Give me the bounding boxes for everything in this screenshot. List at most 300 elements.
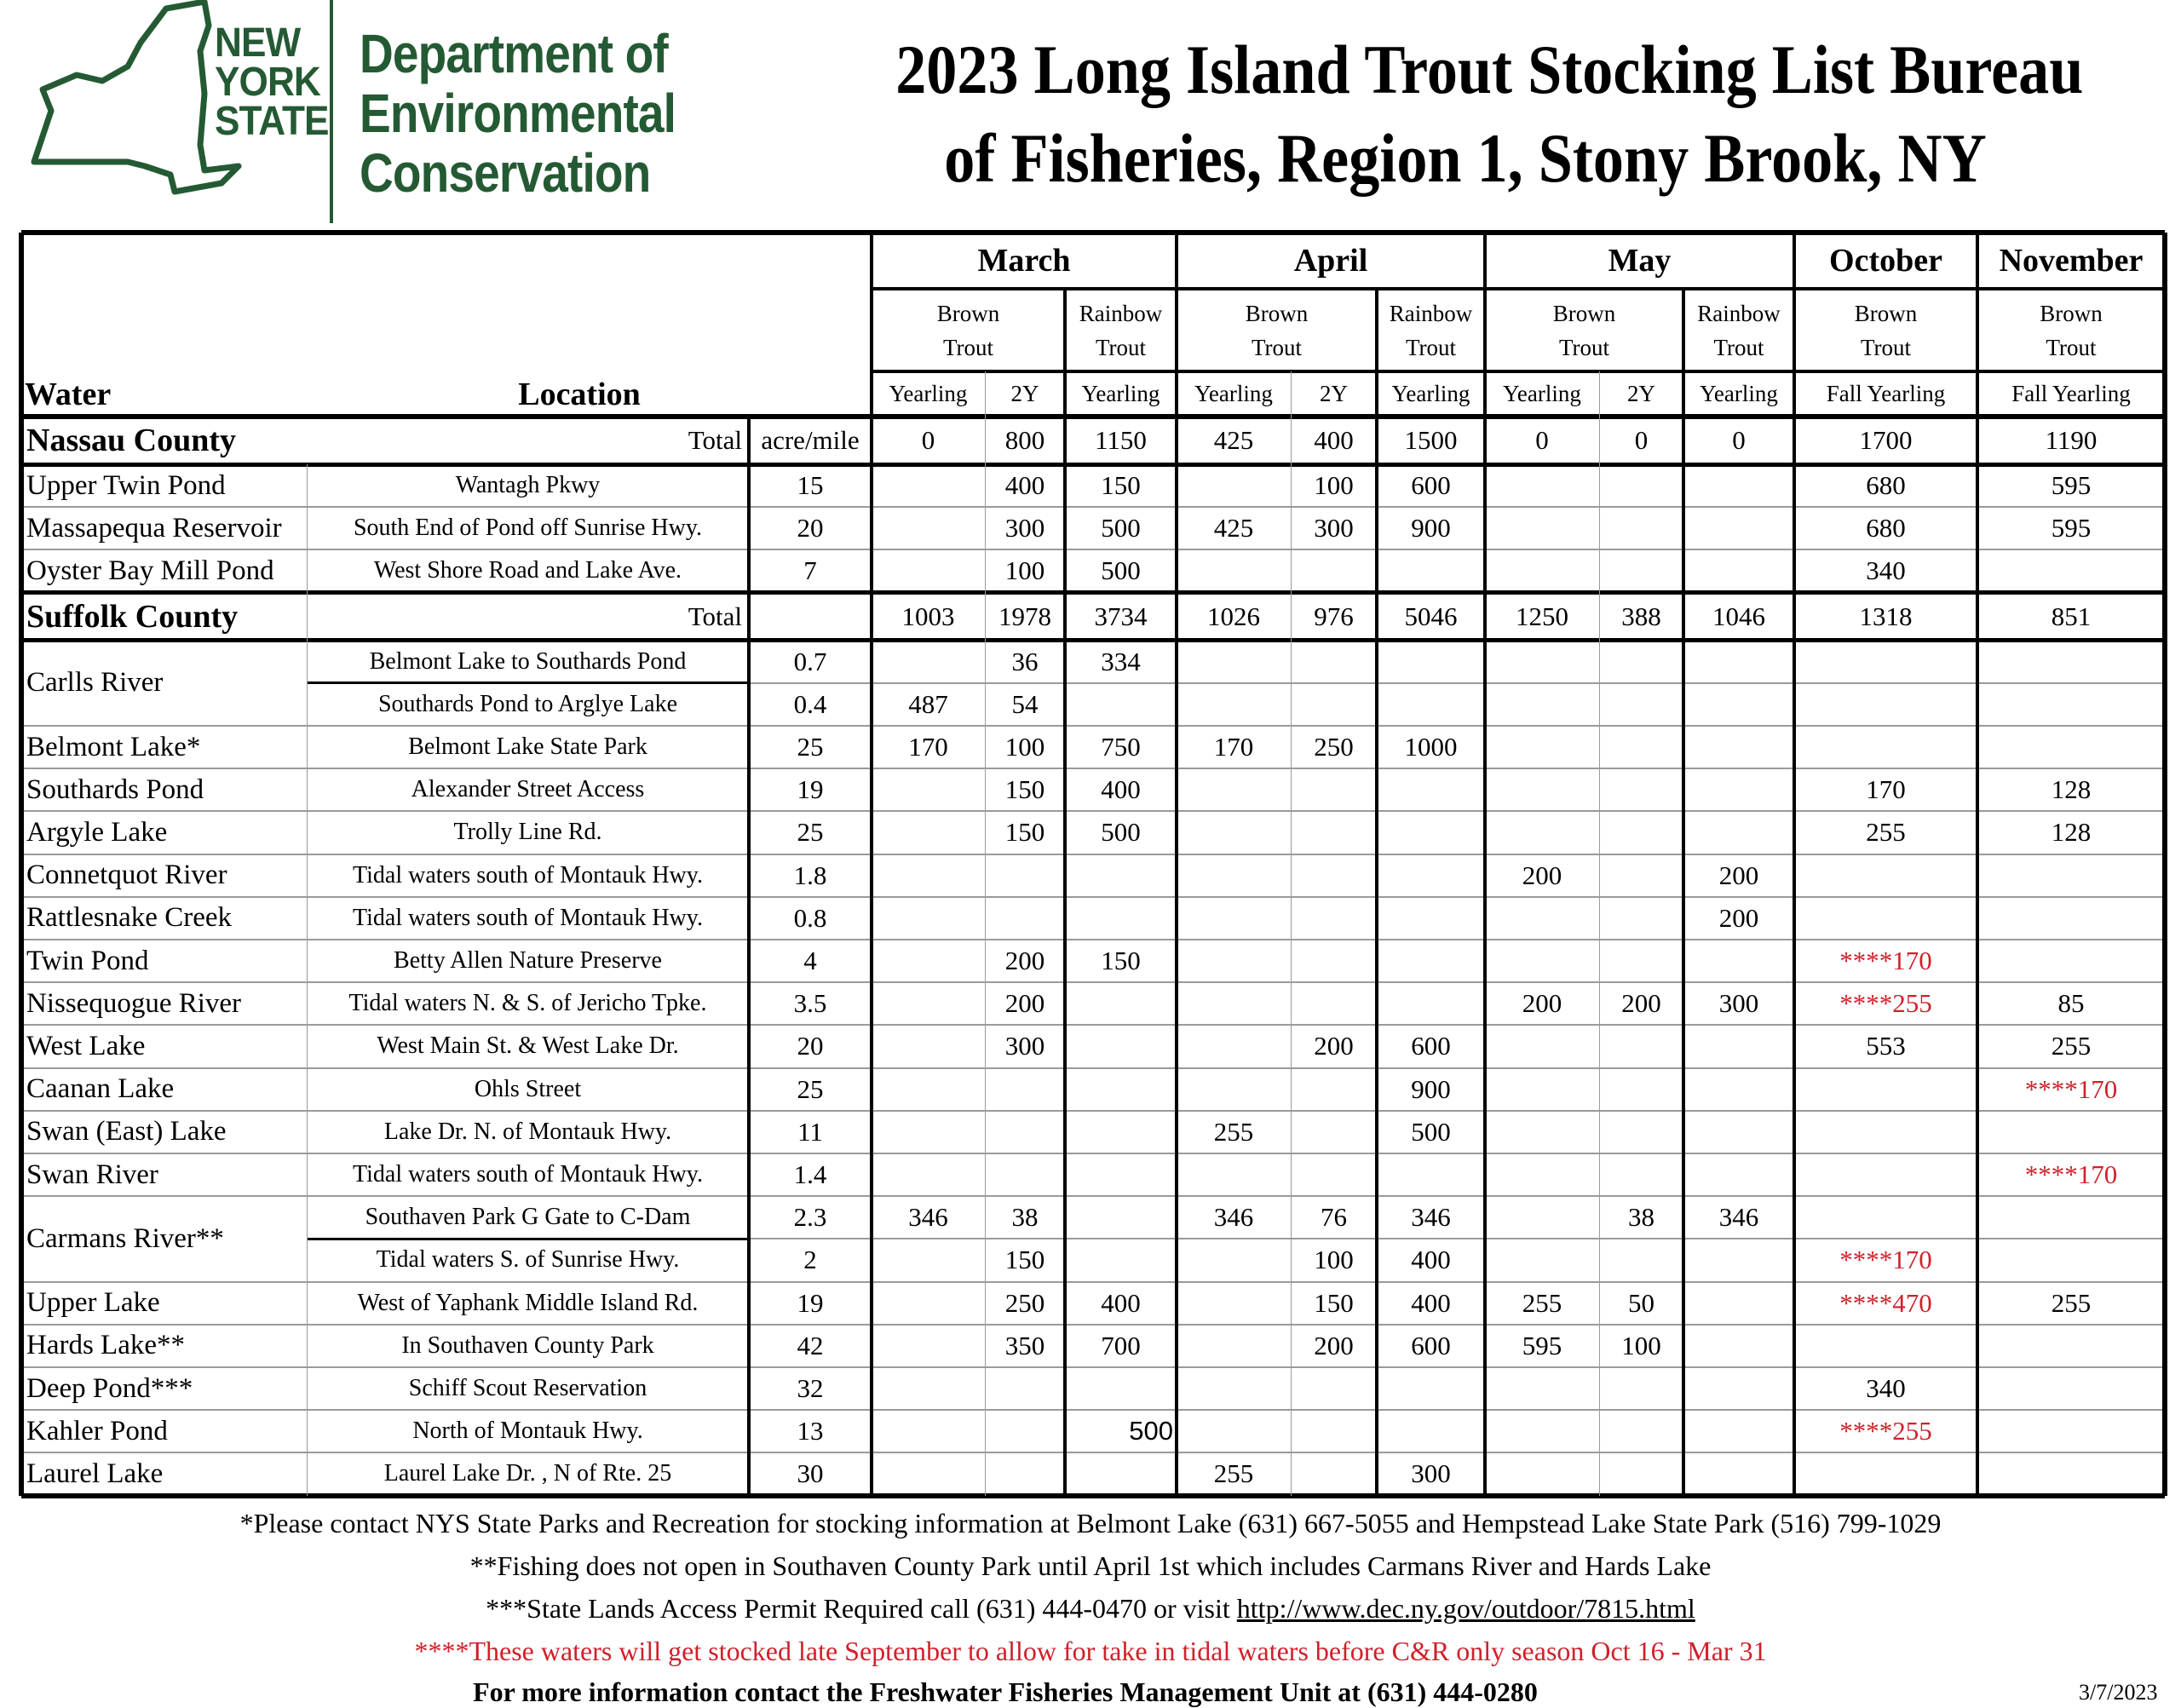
species-header xyxy=(1177,289,1377,371)
stocking-count xyxy=(1377,1153,1485,1196)
stocking-count xyxy=(1065,982,1177,1025)
water-name: Hards Lake** xyxy=(26,1330,186,1361)
stocking-count: 100 xyxy=(1314,470,1354,501)
location: Schiff Scout Reservation xyxy=(408,1375,647,1402)
footnote-state-parks: *Please contact NYS State Parks and Recreation for stocking information at Belmont Lake (631) 667-5055 and Hempstead Lake State Park (516) 799-1029 xyxy=(239,1508,1942,1538)
water-name: Oyster Bay Mill Pond xyxy=(26,555,274,586)
stocking-count xyxy=(1683,1239,1794,1281)
section-divider xyxy=(21,414,2165,419)
water-name: Massapequa Reservoir xyxy=(26,512,282,543)
stocking-count xyxy=(1977,683,2165,726)
stocking-count xyxy=(872,1068,985,1111)
acre-mile: 32 xyxy=(797,1373,824,1404)
species-label: Rainbow xyxy=(1079,300,1163,326)
month-header: May xyxy=(1608,243,1672,279)
acre-mile: 25 xyxy=(797,817,824,848)
stocking-count: 300 xyxy=(1004,513,1045,543)
stocking-count xyxy=(1065,1196,1177,1239)
stocking-count xyxy=(1683,464,1794,507)
acre-mile: 1.4 xyxy=(793,1159,827,1190)
water-name: Upper Lake xyxy=(26,1287,160,1319)
location: South End of Pond off Sunrise Hwy. xyxy=(353,515,703,542)
acre-mile: 19 xyxy=(797,1287,824,1318)
stocking-count xyxy=(1794,854,1977,897)
footnote-southaven: **Fishing does not open in Southaven County Park until April 1st which includes Carmans River and Hards Lake xyxy=(469,1550,1712,1581)
stocking-count xyxy=(872,507,985,549)
stocking-count xyxy=(1683,1282,1794,1325)
acre-mile: 15 xyxy=(797,470,824,501)
stocking-count: 346 xyxy=(1411,1202,1451,1233)
stocking-count xyxy=(872,1282,985,1325)
stocking-count xyxy=(1177,1239,1291,1281)
stocking-count xyxy=(1291,1111,1377,1153)
stocking-count xyxy=(1977,1239,2165,1281)
column-divider xyxy=(1483,233,1487,1496)
species-label: Trout xyxy=(1095,334,1147,360)
species-label: Trout xyxy=(1860,334,1912,360)
stocking-count: 553 xyxy=(1866,1031,1906,1061)
suffolk-total-value: 1318 xyxy=(1859,601,1913,631)
stocking-count xyxy=(1377,897,1485,940)
stocking-count: 346 xyxy=(1718,1202,1759,1233)
stocking-count xyxy=(1599,1410,1683,1452)
stocking-count xyxy=(1599,726,1683,768)
stocking-count xyxy=(1683,549,1794,592)
stocking-count: 200 xyxy=(1522,860,1562,890)
suffolk-total-value: 1026 xyxy=(1207,601,1260,631)
stocking-count xyxy=(1794,641,1977,683)
species-header xyxy=(1794,289,1977,371)
location: Southaven Park G Gate to C-Dam xyxy=(365,1204,691,1231)
stocking-count xyxy=(872,1367,985,1410)
stocking-count xyxy=(1485,768,1599,811)
stocking-count xyxy=(1599,811,1683,854)
species-label: Brown xyxy=(2040,300,2103,326)
acre-mile: 1.8 xyxy=(793,860,827,890)
stocking-count: 38 xyxy=(1628,1202,1654,1233)
stocking-count: 346 xyxy=(908,1202,948,1233)
column-divider xyxy=(870,233,873,1496)
stocking-count: 700 xyxy=(1101,1330,1141,1360)
nassau-total-value: 0 xyxy=(1535,425,1549,455)
stocking-count xyxy=(1683,683,1794,726)
stocking-count: 200 xyxy=(1718,860,1759,890)
nassau-total-value: 1500 xyxy=(1404,425,1458,455)
footnote-late-september: ****These waters will get stocked late September to allow for take in tidal waters before C&R only season Oct 16 - Mar 31 xyxy=(414,1636,1767,1666)
stocking-count: 150 xyxy=(1004,817,1045,848)
water-name: Swan River xyxy=(26,1159,158,1190)
water-name: Connetquot River xyxy=(26,860,227,891)
species-header xyxy=(1977,289,2165,371)
permit-link[interactable]: http://www.dec.ny.gov/outdoor/7815.html xyxy=(1236,1593,1695,1624)
suffolk-total-value: 5046 xyxy=(1404,601,1458,631)
water-name: Argyle Lake xyxy=(26,816,168,848)
age-header: Yearling xyxy=(889,381,968,406)
stocking-count xyxy=(1291,549,1377,592)
stocking-count xyxy=(1377,549,1485,592)
stocking-count: 487 xyxy=(908,688,948,719)
stocking-count xyxy=(1683,940,1794,982)
species-label: Brown xyxy=(1854,300,1918,326)
water-name: Caanan Lake xyxy=(26,1073,175,1105)
stocking-count xyxy=(1977,641,2165,683)
stocking-count xyxy=(985,897,1065,940)
section-divider xyxy=(21,590,2165,595)
acre-mile: 0.8 xyxy=(793,902,827,933)
stocking-count xyxy=(1485,1111,1599,1153)
stocking-count xyxy=(985,1410,1065,1452)
stocking-count: 76 xyxy=(1321,1202,1347,1233)
stocking-count xyxy=(1683,726,1794,768)
stocking-count xyxy=(1177,897,1291,940)
location: Betty Allen Nature Preserve xyxy=(394,947,662,975)
stocking-count: 170 xyxy=(1866,774,1906,805)
stocking-count xyxy=(985,1153,1065,1196)
stocking-count: 500 xyxy=(1411,1116,1451,1147)
stocking-count: 340 xyxy=(1866,555,1906,586)
species-label: Brown xyxy=(936,300,1000,326)
stocking-count xyxy=(1599,1068,1683,1111)
stocking-count xyxy=(1683,811,1794,854)
species-header xyxy=(1065,289,1177,371)
nassau-total-value: 1700 xyxy=(1859,425,1913,455)
stocking-count xyxy=(1291,1367,1377,1410)
stocking-count xyxy=(1599,1153,1683,1196)
stocking-count: 200 xyxy=(1718,902,1759,933)
stocking-count xyxy=(1683,507,1794,549)
species-label: Brown xyxy=(1245,300,1309,326)
species-label: Trout xyxy=(942,334,994,360)
water-name: Kahler Pond xyxy=(26,1415,168,1446)
stocking-count xyxy=(1794,1196,1977,1239)
nassau-total-value: 800 xyxy=(1004,425,1045,455)
section-divider xyxy=(21,1493,2165,1498)
contact-info: For more information contact the Freshwater Fisheries Management Unit at (631) 444-0280 xyxy=(473,1676,1538,1707)
column-divider xyxy=(1682,289,1685,1496)
stocking-count xyxy=(1683,1111,1794,1153)
water-name: Nissequogue River xyxy=(26,987,242,1019)
stocking-count xyxy=(1065,1153,1177,1196)
stocking-count: 400 xyxy=(1101,1287,1141,1318)
stocking-count xyxy=(1377,854,1485,897)
stocking-count xyxy=(1065,1025,1177,1067)
age-header: 2Y xyxy=(1320,381,1348,406)
species-header xyxy=(1683,289,1794,371)
acre-mile: 20 xyxy=(797,1031,824,1061)
stocking-count: 500 xyxy=(1101,555,1141,586)
stocking-count: ****170 xyxy=(2024,1073,2118,1104)
stocking-count: 900 xyxy=(1411,1073,1451,1104)
nassau-total-value: 1190 xyxy=(2045,425,2098,455)
acre-mile: 7 xyxy=(803,555,817,586)
species-header xyxy=(1377,289,1485,371)
stocking-count: 346 xyxy=(1213,1202,1254,1233)
water-name: Upper Twin Pond xyxy=(26,469,226,501)
page-title: 2023 Long Island Trout Stocking List Bureau of Fisheries, Region 1, Stony Brook, NY xyxy=(895,31,2084,197)
stocking-count xyxy=(1177,982,1291,1025)
stocking-count xyxy=(1377,1410,1485,1452)
species-label: Trout xyxy=(1405,334,1457,360)
stocking-count: 150 xyxy=(1314,1287,1354,1318)
location: Trolly Line Rd. xyxy=(453,819,602,846)
nassau-total-value: 1150 xyxy=(1095,425,1147,455)
stocking-count: 170 xyxy=(908,732,948,762)
location: In Southaven County Park xyxy=(401,1331,654,1359)
species-label: Trout xyxy=(1558,334,1610,360)
stocking-count xyxy=(1794,1068,1977,1111)
water-name: Rattlesnake Creek xyxy=(26,902,232,934)
stocking-count: 340 xyxy=(1866,1373,1906,1404)
age-header: 2Y xyxy=(1010,381,1039,406)
stocking-count xyxy=(1485,549,1599,592)
stocking-count xyxy=(1485,1153,1599,1196)
location: Tidal waters south of Montauk Hwy. xyxy=(353,904,703,931)
stocking-count xyxy=(1683,1452,1794,1495)
stocking-count xyxy=(985,1068,1065,1111)
stocking-count: 500 xyxy=(1101,817,1141,848)
stocking-count: 150 xyxy=(1004,774,1045,805)
stocking-count xyxy=(1599,464,1683,507)
location: West Shore Road and Lake Ave. xyxy=(373,557,682,584)
stocking-count xyxy=(1291,683,1377,726)
stocking-count xyxy=(872,897,985,940)
county-name-suffolk: Suffolk County xyxy=(26,598,239,635)
age-header: Fall Yearling xyxy=(2011,381,2131,406)
stocking-count xyxy=(1485,1068,1599,1111)
stocking-count: 200 xyxy=(1314,1330,1354,1360)
stocking-count: ****170 xyxy=(2024,1159,2118,1190)
species-header xyxy=(1485,289,1683,371)
age-header: Yearling xyxy=(1194,381,1273,406)
species-label: Rainbow xyxy=(1389,300,1473,326)
stocking-count: 680 xyxy=(1866,470,1906,501)
water-name: Laurel Lake xyxy=(26,1458,164,1489)
stocking-count xyxy=(1683,768,1794,811)
agency-name: Department of Environmental Conservation xyxy=(360,23,676,204)
suffolk-total-value: 976 xyxy=(1314,601,1354,631)
acre-mile: 0.7 xyxy=(793,646,827,676)
location: North of Montauk Hwy. xyxy=(412,1418,643,1445)
stocking-count: 250 xyxy=(1314,732,1354,762)
stocking-count xyxy=(872,811,985,854)
acre-mile: 20 xyxy=(797,513,824,543)
stocking-count xyxy=(1291,1410,1377,1452)
stocking-count xyxy=(1485,1410,1599,1452)
stocking-count xyxy=(1599,854,1683,897)
species-label: Trout xyxy=(1251,334,1303,360)
stocking-count: 600 xyxy=(1411,470,1451,501)
stocking-count xyxy=(1977,1410,2165,1452)
column-divider xyxy=(1291,371,1292,1496)
stocking-count: 500 xyxy=(1129,1416,1173,1446)
water-name: West Lake xyxy=(26,1030,146,1061)
stocking-count xyxy=(872,1410,985,1452)
stocking-count xyxy=(1485,1196,1599,1239)
column-divider xyxy=(307,464,308,593)
stocking-count xyxy=(1599,1367,1683,1410)
location: Tidal waters N. & S. of Jericho Tpke. xyxy=(348,990,707,1017)
stocking-count: 500 xyxy=(1101,513,1141,543)
location: Southards Pond to Arglye Lake xyxy=(377,690,677,717)
stocking-count xyxy=(1599,1239,1683,1281)
location: West Main St. & West Lake Dr. xyxy=(377,1032,679,1060)
stocking-count xyxy=(1177,940,1291,982)
column-divider xyxy=(307,593,308,1496)
suffolk-total-value: 851 xyxy=(2051,601,2092,631)
stocking-count xyxy=(1977,1367,2165,1410)
stocking-count xyxy=(872,1452,985,1495)
location: Ohls Street xyxy=(474,1075,582,1102)
stocking-count: 128 xyxy=(2051,817,2092,848)
stocking-count: 200 xyxy=(1522,988,1562,1019)
section-divider xyxy=(21,463,2165,467)
stocking-count xyxy=(872,768,985,811)
stocking-count xyxy=(1794,683,1977,726)
stocking-count xyxy=(1177,1025,1291,1067)
acre-mile: 25 xyxy=(797,1073,824,1104)
stocking-count xyxy=(1794,1452,1977,1495)
stocking-count xyxy=(1977,726,2165,768)
month-header: October xyxy=(1829,243,1942,279)
acre-mile: 2 xyxy=(803,1245,817,1275)
stocking-count xyxy=(872,982,985,1025)
stocking-count xyxy=(1177,464,1291,507)
stocking-count xyxy=(1794,897,1977,940)
stocking-count: 200 xyxy=(1004,988,1045,1019)
age-header: Fall Yearling xyxy=(1826,381,1946,406)
species-label: Brown xyxy=(1552,300,1616,326)
stocking-count xyxy=(1291,940,1377,982)
stocking-count xyxy=(1177,1367,1291,1410)
suffolk-total-value: 1003 xyxy=(901,601,955,631)
nassau-total-value: 0 xyxy=(1732,425,1746,455)
stocking-count xyxy=(872,854,985,897)
stocking-count xyxy=(1599,768,1683,811)
stocking-count xyxy=(1599,940,1683,982)
stocking-count xyxy=(1599,1025,1683,1067)
stocking-count xyxy=(872,641,985,683)
stocking-count xyxy=(1485,641,1599,683)
nassau-total-value: 400 xyxy=(1314,425,1354,455)
stocking-count xyxy=(872,464,985,507)
column-divider xyxy=(747,417,751,1496)
stocking-count: 100 xyxy=(1004,555,1045,586)
location: Laurel Lake Dr. , N of Rte. 25 xyxy=(383,1460,672,1487)
stocking-count: 400 xyxy=(1101,774,1141,805)
stocking-count xyxy=(1065,854,1177,897)
column-divider xyxy=(19,233,24,1496)
stocking-count xyxy=(872,1153,985,1196)
water-name: Carlls River xyxy=(26,667,164,699)
stocking-count xyxy=(1977,1111,2165,1153)
stocking-count: 54 xyxy=(1011,688,1039,719)
location: Alexander Street Access xyxy=(411,776,645,803)
stocking-count: 595 xyxy=(2051,470,2092,501)
new-york-state-wordmark: NEW YORK STATE xyxy=(215,20,329,144)
stocking-count xyxy=(1291,982,1377,1025)
stocking-count xyxy=(872,1239,985,1281)
stocking-count xyxy=(872,1111,985,1153)
stocking-count xyxy=(1377,982,1485,1025)
water-column-header: Water xyxy=(25,376,112,412)
stocking-count xyxy=(1485,726,1599,768)
stocking-count xyxy=(1977,897,2165,940)
acre-mile: 2.3 xyxy=(793,1202,827,1233)
stocking-count xyxy=(1977,854,2165,897)
stocking-count xyxy=(1485,507,1599,549)
section-divider xyxy=(21,638,2165,642)
stocking-count xyxy=(1177,641,1291,683)
stocking-count xyxy=(1065,683,1177,726)
stocking-count xyxy=(1177,811,1291,854)
acre-mile: 4 xyxy=(803,946,817,976)
stocking-count xyxy=(1377,1367,1485,1410)
stocking-count: 150 xyxy=(1004,1245,1045,1275)
water-name: Carmans River** xyxy=(26,1222,224,1254)
stocking-count xyxy=(985,1111,1065,1153)
stocking-count: 1000 xyxy=(1404,732,1458,762)
stocking-count: ****255 xyxy=(1839,1416,1932,1446)
stocking-count: 600 xyxy=(1411,1031,1451,1061)
stocking-count: 255 xyxy=(1866,817,1906,848)
water-name: Belmont Lake* xyxy=(26,731,201,762)
stocking-count xyxy=(1065,1111,1177,1153)
suffolk-total-value: 388 xyxy=(1621,601,1661,631)
water-name: Deep Pond*** xyxy=(26,1372,193,1404)
suffolk-total-value: 3734 xyxy=(1094,601,1148,631)
location: Lake Dr. N. of Montauk Hwy. xyxy=(383,1118,672,1145)
column-divider xyxy=(1175,233,1178,1496)
stocking-count: 334 xyxy=(1101,646,1141,676)
stocking-count xyxy=(1683,1153,1794,1196)
water-name: Twin Pond xyxy=(26,945,149,976)
suffolk-total-value: 1046 xyxy=(1712,601,1765,631)
stocking-count xyxy=(1683,1410,1794,1452)
location: Belmont Lake State Park xyxy=(408,733,647,761)
stocking-count: ****170 xyxy=(1839,946,1932,976)
stocking-count: 200 xyxy=(1004,946,1045,976)
stocking-count xyxy=(1485,1452,1599,1495)
location: West of Yaphank Middle Island Rd. xyxy=(357,1289,699,1316)
age-header: Yearling xyxy=(1700,381,1778,406)
stocking-count xyxy=(1377,641,1485,683)
age-header: Yearling xyxy=(1503,381,1581,406)
stocking-count xyxy=(1794,1325,1977,1367)
stocking-count xyxy=(1683,1068,1794,1111)
stocking-count xyxy=(1599,897,1683,940)
acre-mile: 11 xyxy=(797,1116,823,1147)
nassau-total-value: 0 xyxy=(1634,425,1649,455)
location: Belmont Lake to Southards Pond xyxy=(369,647,687,675)
stocking-count xyxy=(1485,811,1599,854)
stocking-count xyxy=(1377,768,1485,811)
stocking-count xyxy=(872,1025,985,1067)
column-divider xyxy=(1063,289,1067,1496)
footnote-permit: ***State Lands Access Permit Required call (631) 444-0470 or visit http://www.dec.ny.gov/outdoor/7815.html xyxy=(486,1593,1695,1624)
stocking-table xyxy=(21,233,2165,1499)
stocking-count xyxy=(1377,811,1485,854)
stocking-count: 750 xyxy=(1101,732,1141,762)
stocking-count: 300 xyxy=(1004,1031,1045,1061)
stocking-count xyxy=(1065,897,1177,940)
logo-divider xyxy=(330,0,333,223)
stocking-count: 400 xyxy=(1411,1287,1451,1318)
stocking-count xyxy=(1177,1325,1291,1367)
stocking-count: 170 xyxy=(1213,732,1254,762)
stocking-count xyxy=(1599,1452,1683,1495)
revision-date: 3/7/2023 xyxy=(2079,1680,2158,1705)
acre-mile: 30 xyxy=(797,1458,824,1489)
